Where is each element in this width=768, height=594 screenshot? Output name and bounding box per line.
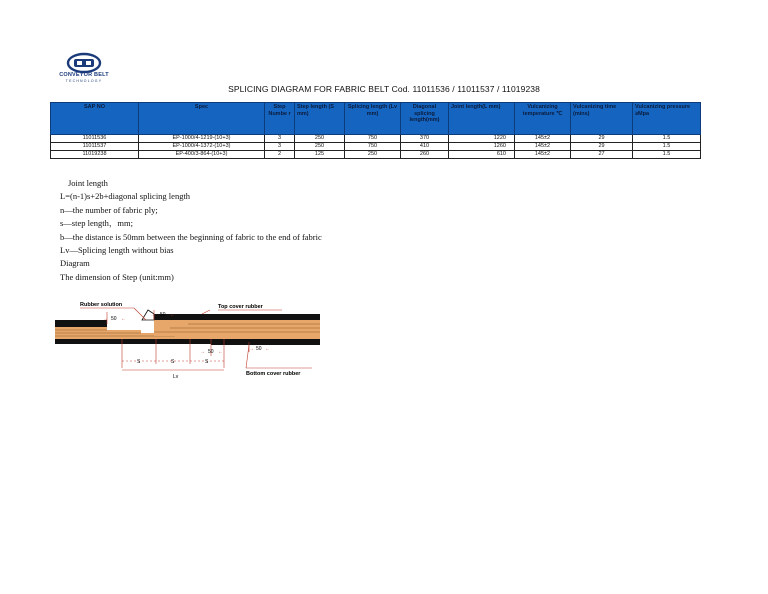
col-header: Step length (S mm) bbox=[295, 103, 345, 135]
dim-label: 50 bbox=[256, 346, 262, 352]
cell-sap: 11011536 bbox=[51, 135, 139, 143]
dim-s-label: S bbox=[205, 359, 209, 365]
svg-text:→: → bbox=[249, 346, 254, 352]
cell-step-number: 3 bbox=[265, 143, 295, 151]
note-line: n—the number of fabric ply; bbox=[60, 204, 158, 215]
svg-text:←: ← bbox=[121, 316, 126, 322]
cell-sap: 11011537 bbox=[51, 143, 139, 151]
cell-splicing-length: 750 bbox=[345, 135, 401, 143]
rubber-solution-label: Rubber solution bbox=[80, 302, 123, 308]
dim-label: 50 bbox=[160, 312, 166, 318]
cell-step-number: 2 bbox=[265, 151, 295, 159]
cell-splicing-length: 750 bbox=[345, 143, 401, 151]
dim-label: 50 bbox=[111, 316, 117, 322]
svg-text:←: ← bbox=[218, 349, 223, 355]
note-line: The dimension of Step (unit:mm) bbox=[60, 271, 174, 282]
col-header: Joint length(L mm) bbox=[449, 103, 515, 135]
svg-text:←: ← bbox=[265, 346, 270, 352]
cell-spec: EP-1000/4-1219-(10+3) bbox=[139, 135, 265, 143]
dimension-steps bbox=[122, 339, 224, 380]
table-header-row bbox=[51, 103, 701, 135]
col-header: Diagonal splicing length(mm) bbox=[401, 103, 449, 135]
cell-joint-length: 1220 bbox=[449, 135, 515, 143]
notes-section bbox=[60, 177, 322, 284]
dim-lv-label: Lv bbox=[173, 374, 179, 380]
top-cover-label: Top cover rubber bbox=[218, 304, 263, 310]
table-row bbox=[51, 143, 701, 151]
cell-diagonal: 260 bbox=[401, 151, 449, 159]
col-header: Vulcanizing time (mins) bbox=[571, 103, 633, 135]
note-line: Diagram bbox=[60, 258, 90, 269]
cell-step-length: 250 bbox=[295, 135, 345, 143]
cell-step-length: 125 bbox=[295, 151, 345, 159]
cell-step-number: 3 bbox=[265, 135, 295, 143]
spec-table bbox=[50, 102, 701, 159]
cell-pressure: 1.5 bbox=[633, 135, 701, 143]
cell-pressure: 1.5 bbox=[633, 151, 701, 159]
note-line: b—the distance is 50mm between the beginning of fabric to the end of fabric bbox=[60, 231, 322, 242]
cell-joint-length: 610 bbox=[449, 151, 515, 159]
logo-text: CONVEYOR BELT TECHNOLOGY bbox=[59, 72, 109, 83]
col-header: Splicing length (Lv mm) bbox=[345, 103, 401, 135]
col-header: Step Numbe r bbox=[265, 103, 295, 135]
col-header: Vulcanizing pressure ≥Mpa bbox=[633, 103, 701, 135]
svg-text:→: → bbox=[103, 316, 108, 322]
bottom-cover-label: Bottom cover rubber bbox=[246, 371, 301, 377]
dim-s-label: S bbox=[137, 359, 141, 365]
cell-splicing-length: 250 bbox=[345, 151, 401, 159]
cell-time: 29 bbox=[571, 135, 633, 143]
note-line: s—step length，mm; bbox=[60, 218, 133, 229]
dim-label: 50 bbox=[208, 349, 214, 355]
note-line: L=(n-1)s+2b+diagonal splicing length bbox=[60, 191, 191, 202]
cell-sap: 11019238 bbox=[51, 151, 139, 159]
page-title: SPLICING DIAGRAM FOR FABRIC BELT Cod. 11011536 / 11011537 / 11019238 bbox=[228, 84, 540, 94]
cell-spec: EP-400/3-864-(10+3) bbox=[139, 151, 265, 159]
dim-s-label: S bbox=[171, 359, 175, 365]
cell-pressure: 1.5 bbox=[633, 143, 701, 151]
svg-text:←: ← bbox=[170, 312, 175, 318]
table-row bbox=[51, 135, 701, 143]
cell-diagonal: 410 bbox=[401, 143, 449, 151]
note-line: Joint length bbox=[68, 178, 108, 188]
cell-temperature: 145±2 bbox=[515, 143, 571, 151]
cell-diagonal: 370 bbox=[401, 135, 449, 143]
table-row bbox=[51, 151, 701, 159]
cell-temperature: 145±2 bbox=[515, 135, 571, 143]
cell-time: 29 bbox=[571, 143, 633, 151]
col-header: SAP NO bbox=[51, 103, 139, 135]
cell-spec: EP-1000/4-1372-(10+3) bbox=[139, 143, 265, 151]
col-header: Vulcanizing temperature ℃ bbox=[515, 103, 571, 135]
col-header: Spec bbox=[139, 103, 265, 135]
svg-text:→: → bbox=[150, 312, 155, 318]
cell-step-length: 250 bbox=[295, 143, 345, 151]
splicing-diagram bbox=[50, 298, 330, 382]
cell-time: 27 bbox=[571, 151, 633, 159]
svg-text:→: → bbox=[200, 349, 205, 355]
note-line: Lv—Splicing length without bias bbox=[60, 245, 174, 256]
cell-joint-length: 1260 bbox=[449, 143, 515, 151]
cell-temperature: 145±2 bbox=[515, 151, 571, 159]
